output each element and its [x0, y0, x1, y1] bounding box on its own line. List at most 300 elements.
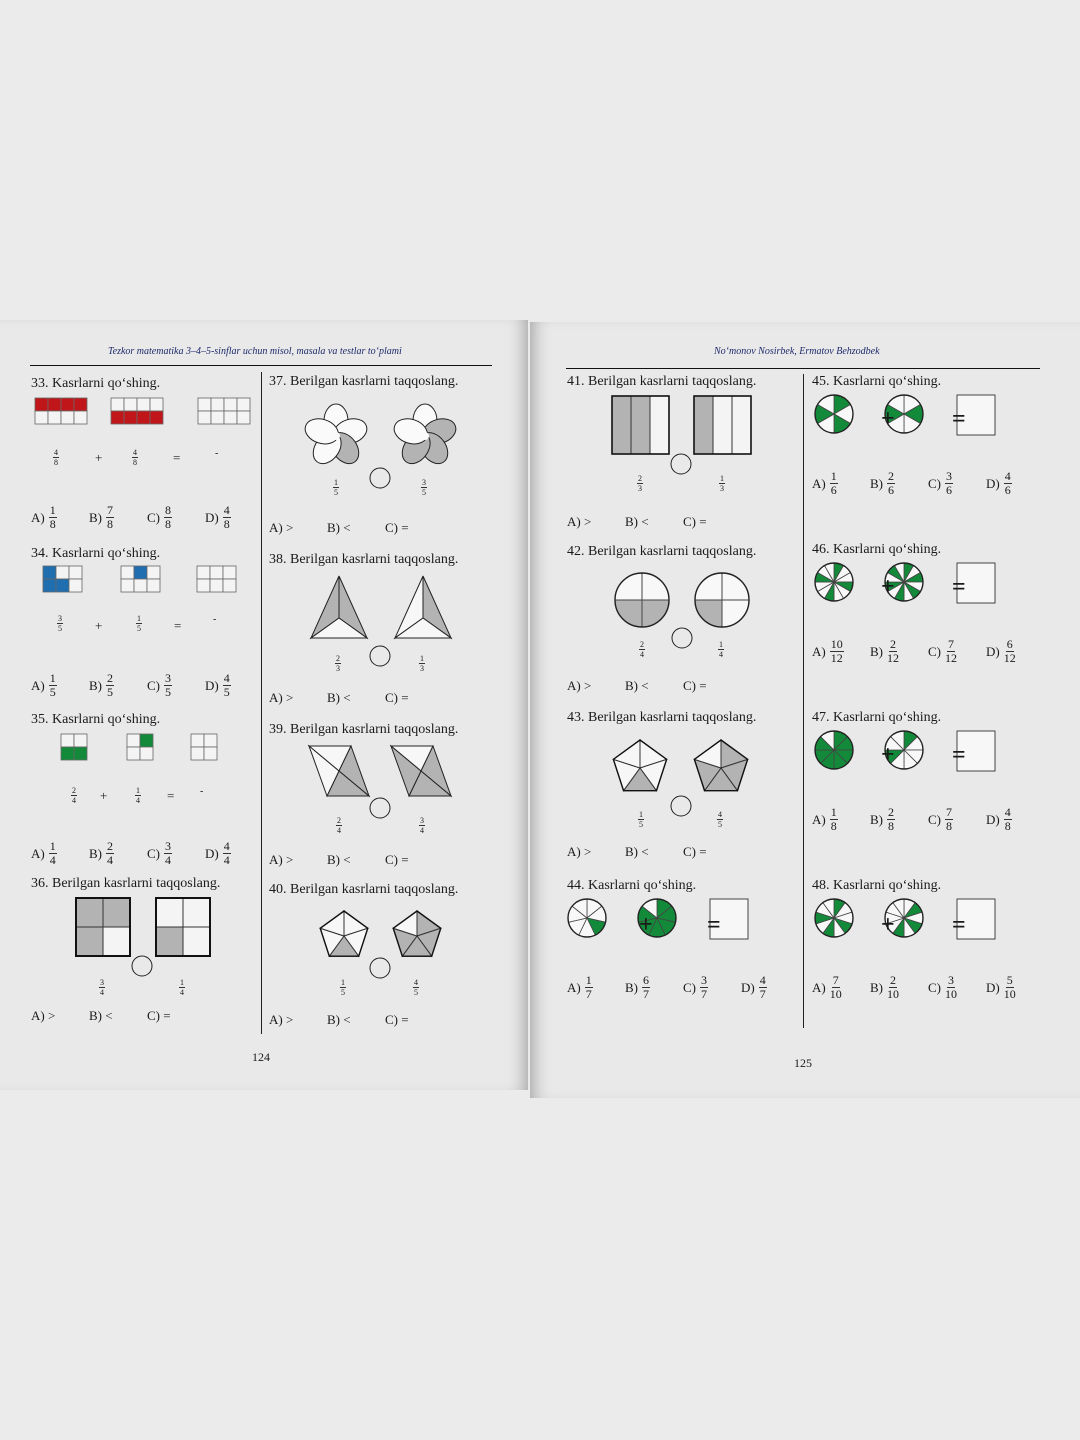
- problem-43: [567, 710, 797, 859]
- option-fraction: $\frac{2}{8}$: [888, 805, 894, 833]
- grid-cell: [237, 398, 250, 411]
- right-page: [530, 322, 1080, 1098]
- grid-cell: [224, 398, 237, 411]
- rect-strip: [650, 396, 669, 454]
- option-fraction: $\frac{2}{5}$: [107, 671, 113, 699]
- flower-center: [421, 432, 429, 440]
- answer-option[interactable]: B) <: [625, 844, 649, 859]
- fraction-label: $\frac{1}{5}$: [334, 478, 338, 497]
- answer-option[interactable]: [205, 840, 231, 867]
- answer-option[interactable]: C) =: [683, 678, 707, 693]
- grid-cell: [211, 398, 224, 411]
- option-letter: D): [205, 845, 219, 861]
- grid-cell: [183, 927, 210, 956]
- fraction-label: $\frac{1}{3}$: [720, 474, 724, 493]
- grid-cell: [56, 579, 69, 592]
- answer-option[interactable]: [812, 638, 844, 665]
- grid-cell: [156, 927, 183, 956]
- grid-cell: [48, 398, 61, 411]
- answer-option[interactable]: [928, 638, 957, 665]
- problem-40-figure: [269, 898, 499, 1008]
- option-fraction: $\frac{4}{8}$: [1004, 805, 1011, 833]
- option-letter: A): [812, 643, 826, 659]
- grid-cell: [76, 927, 103, 956]
- answer-option[interactable]: [928, 974, 957, 1001]
- answer-option[interactable]: A) >: [269, 520, 294, 535]
- answer-blank: -: [215, 448, 219, 459]
- rectangle-figure: [567, 390, 797, 500]
- problem-40: [269, 882, 499, 1027]
- fraction-label: $\frac{2}{4}$: [337, 816, 341, 835]
- answer-option[interactable]: [986, 806, 1012, 833]
- grid-cell: [69, 579, 82, 592]
- grid-cell: [69, 566, 82, 579]
- answer-option[interactable]: A) >: [31, 1008, 56, 1023]
- problem-39: [269, 722, 499, 867]
- problem-title: 38. Berilgan kasrlarni taqqoslang.: [269, 552, 459, 567]
- option-letter: C): [928, 979, 941, 995]
- option-fraction: $\frac{4}{7}$: [759, 973, 766, 1001]
- fraction-label: $\frac{4}{8}$: [54, 448, 58, 467]
- problem-title: 44. Kasrlarni qo‘shing.: [567, 878, 697, 893]
- circle-figure: [567, 560, 797, 670]
- option-letter: D): [986, 811, 1000, 827]
- answer-option[interactable]: [205, 504, 231, 531]
- problem-35-figure: [31, 728, 261, 808]
- option-fraction: $\frac{1}{6}$: [830, 469, 837, 497]
- option-fraction: $\frac{2}{6}$: [888, 469, 894, 497]
- fraction-label: $\frac{4}{5}$: [414, 978, 418, 997]
- problem-title: 45. Kasrlarni qo‘shing.: [812, 374, 942, 389]
- answer-option[interactable]: [683, 974, 708, 1001]
- plus-sign: +: [881, 742, 895, 768]
- equals-sign: =: [952, 574, 966, 600]
- problem-44-figure: [567, 894, 797, 956]
- fraction-label: $\frac{1}{4}$: [719, 640, 723, 659]
- fraction-label: $\frac{4}{8}$: [133, 448, 137, 467]
- grid-cell: [224, 411, 237, 424]
- compare-circle: [370, 798, 390, 818]
- grid-cell: [210, 566, 223, 579]
- answer-option[interactable]: [928, 470, 953, 497]
- answer-option[interactable]: B) <: [327, 852, 351, 867]
- problem-title: 46. Kasrlarni qo‘shing.: [812, 542, 942, 557]
- grid-cell: [74, 398, 87, 411]
- left-header-rule: [30, 365, 492, 366]
- problem-title: 47. Kasrlarni qo‘shing.: [812, 710, 942, 725]
- option-letter: A): [812, 979, 826, 995]
- fraction-label: $\frac{1}{4}$: [136, 786, 140, 805]
- option-letter: D): [986, 643, 1000, 659]
- rect-strip: [713, 396, 732, 454]
- option-letter: A): [31, 845, 45, 861]
- answer-option[interactable]: [89, 504, 114, 531]
- option-letter: D): [986, 979, 1000, 995]
- answer-option[interactable]: [870, 470, 895, 497]
- grid-cell: [197, 579, 210, 592]
- grid-cell: [61, 398, 74, 411]
- equals-sign: =: [167, 788, 175, 803]
- grid-cell: [137, 398, 150, 411]
- plus-sign: +: [881, 406, 895, 432]
- option-letter: D): [741, 979, 755, 995]
- problem-42: [567, 544, 797, 693]
- equals-sign: =: [174, 618, 182, 633]
- problem-44: [567, 878, 797, 1001]
- option-fraction: $\frac{8}{8}$: [165, 503, 171, 531]
- option-letter: B): [89, 509, 102, 525]
- problem-47-figure: [812, 726, 1042, 788]
- grid-cell: [124, 411, 137, 424]
- rect-strip: [612, 396, 631, 454]
- option-letter: C): [147, 677, 160, 693]
- page-number: 124: [252, 1050, 270, 1064]
- answer-option[interactable]: A) >: [567, 844, 592, 859]
- answer-option[interactable]: [986, 974, 1016, 1001]
- problem-35: [31, 712, 261, 867]
- option-fraction: $\frac{2}{12}$: [887, 637, 899, 665]
- option-letter: B): [625, 979, 638, 995]
- option-letter: B): [870, 475, 883, 491]
- compare-circle: [671, 796, 691, 816]
- grid-cell: [204, 747, 217, 760]
- left-column-divider: [261, 372, 262, 1034]
- grid-cell: [76, 898, 103, 927]
- option-fraction: $\frac{1}{5}$: [49, 671, 56, 699]
- compare-circle: [672, 628, 692, 648]
- grid-cell: [43, 579, 56, 592]
- problem-34-figure: [31, 562, 261, 642]
- grid-cell: [127, 734, 140, 747]
- fraction-label: $\frac{3}{5}$: [422, 478, 426, 497]
- answer-option[interactable]: [567, 974, 593, 1001]
- grid-cell: [56, 566, 69, 579]
- plus-sign: +: [95, 450, 103, 465]
- grid-cell: [124, 398, 137, 411]
- answer-option[interactable]: [928, 806, 953, 833]
- grid-cell: [61, 747, 74, 760]
- left-page-header: Tezkor matematika 3–4–5-sinflar uchun misol, masala va testlar to‘plami: [108, 346, 402, 357]
- answer-option[interactable]: A) >: [567, 514, 592, 529]
- fraction-grid-figure: [31, 562, 261, 642]
- problem-36-figure: [31, 892, 261, 997]
- fraction-label: $\frac{2}{4}$: [72, 786, 76, 805]
- grid-cell: [35, 398, 48, 411]
- grid-cell: [140, 747, 153, 760]
- plus-sign: +: [881, 574, 895, 600]
- option-letter: B): [870, 643, 883, 659]
- right-column-divider: [803, 374, 804, 1028]
- fraction-label: $\frac{2}{3}$: [638, 474, 642, 493]
- problem-title: 33. Kasrlarni qo‘shing.: [31, 376, 161, 391]
- option-letter: B): [870, 811, 883, 827]
- pie-sum-figure: [812, 894, 1042, 956]
- problem-46-figure: [812, 558, 1042, 620]
- grid-cell: [198, 411, 211, 424]
- plus-sign: +: [95, 618, 103, 633]
- problem-41: [567, 374, 797, 529]
- problem-37: [269, 374, 499, 535]
- answer-blank: -: [213, 614, 217, 625]
- compare-circle: [370, 958, 390, 978]
- grid-cell: [121, 566, 134, 579]
- option-letter: A): [31, 677, 45, 693]
- page-number: 125: [794, 1056, 812, 1070]
- option-letter: A): [812, 475, 826, 491]
- grid-cell: [61, 411, 74, 424]
- problem-title: 43. Berilgan kasrlarni taqqoslang.: [567, 710, 757, 725]
- answer-option[interactable]: A) >: [269, 852, 294, 867]
- problem-38-figure: [269, 568, 499, 678]
- option-letter: C): [147, 845, 160, 861]
- option-fraction: $\frac{1}{8}$: [49, 503, 56, 531]
- grid-cell: [191, 747, 204, 760]
- option-letter: D): [205, 509, 219, 525]
- grid-cell: [35, 411, 48, 424]
- option-letter: B): [89, 677, 102, 693]
- grid-cell: [150, 398, 163, 411]
- equals-sign: =: [952, 406, 966, 432]
- grid-cell: [191, 734, 204, 747]
- compare-circle: [370, 468, 390, 488]
- grid-cell: [121, 579, 134, 592]
- grid-cell: [197, 566, 210, 579]
- option-fraction: $\frac{3}{5}$: [165, 671, 171, 699]
- fraction-bars-figure: [31, 392, 261, 472]
- grid-cell: [137, 411, 150, 424]
- compare-circle: [671, 454, 691, 474]
- answer-option[interactable]: [812, 974, 842, 1001]
- grid-cell: [211, 411, 224, 424]
- option-letter: A): [812, 811, 826, 827]
- problem-33: [31, 376, 261, 531]
- option-fraction: $\frac{3}{10}$: [945, 973, 957, 1001]
- grid-cell: [74, 734, 87, 747]
- fraction-label: $\frac{1}{5}$: [639, 810, 643, 829]
- equals-sign: =: [952, 742, 966, 768]
- answer-option[interactable]: [812, 806, 838, 833]
- pentagon-figure: [567, 726, 797, 836]
- fraction-label: $\frac{3}{5}$: [58, 614, 62, 633]
- grid-cell: [103, 927, 130, 956]
- answer-option[interactable]: [147, 504, 172, 531]
- option-letter: C): [928, 643, 941, 659]
- problem-title: 34. Kasrlarni qo‘shing.: [31, 546, 161, 561]
- answer-option[interactable]: C) =: [385, 690, 409, 705]
- equals-sign: =: [173, 450, 181, 465]
- rect-strip: [694, 396, 713, 454]
- rect-strip: [732, 396, 751, 454]
- answer-option[interactable]: [870, 974, 899, 1001]
- grid-cell: [43, 566, 56, 579]
- problem-title: 48. Kasrlarni qo‘shing.: [812, 878, 942, 893]
- answer-option[interactable]: C) =: [385, 852, 409, 867]
- problem-37-figure: [269, 390, 499, 500]
- grid-cell: [74, 747, 87, 760]
- fraction-label: $\frac{1}{3}$: [420, 654, 424, 673]
- flower-figure: [269, 390, 499, 500]
- option-letter: C): [683, 979, 696, 995]
- answer-option[interactable]: [812, 470, 838, 497]
- problem-38: [269, 552, 499, 705]
- right-header-rule: [566, 368, 1040, 369]
- answer-option[interactable]: C) =: [683, 844, 707, 859]
- grid-cell: [61, 734, 74, 747]
- option-fraction: $\frac{10}{12}$: [830, 637, 843, 665]
- answer-option[interactable]: B) <: [625, 678, 649, 693]
- problem-41-figure: [567, 390, 797, 500]
- problem-36: [31, 876, 261, 1023]
- grid-cell: [223, 579, 236, 592]
- pie-sum-figure: [812, 726, 1042, 788]
- option-fraction: $\frac{6}{7}$: [643, 973, 649, 1001]
- fraction-label: $\frac{1}{4}$: [180, 978, 184, 997]
- plus-sign: +: [639, 912, 653, 938]
- grid-cell: [204, 734, 217, 747]
- grid-cell: [156, 898, 183, 927]
- option-fraction: $\frac{3}{6}$: [946, 469, 952, 497]
- answer-option[interactable]: B) <: [89, 1008, 113, 1023]
- grid-cell: [198, 398, 211, 411]
- grid-cell: [127, 747, 140, 760]
- grid-cell: [150, 411, 163, 424]
- option-letter: B): [870, 979, 883, 995]
- answer-option[interactable]: B) <: [625, 514, 649, 529]
- problem-title: 41. Berilgan kasrlarni taqqoslang.: [567, 374, 757, 389]
- left-page: [0, 320, 528, 1090]
- answer-option[interactable]: C) =: [683, 514, 707, 529]
- option-letter: B): [89, 845, 102, 861]
- option-fraction: $\frac{4}{6}$: [1004, 469, 1011, 497]
- option-fraction: $\frac{7}{12}$: [945, 637, 957, 665]
- option-fraction: $\frac{4}{8}$: [223, 503, 230, 531]
- grid-cell: [147, 566, 160, 579]
- problem-title: 35. Kasrlarni qo‘shing.: [31, 712, 161, 727]
- fraction-label: $\frac{3}{4}$: [420, 816, 424, 835]
- grid-cell: [147, 579, 160, 592]
- answer-option[interactable]: [89, 840, 114, 867]
- option-fraction: $\frac{7}{8}$: [946, 805, 952, 833]
- grid-cell: [237, 411, 250, 424]
- square-grid-figure: [31, 892, 261, 992]
- problem-title: 42. Berilgan kasrlarni taqqoslang.: [567, 544, 757, 559]
- option-fraction: $\frac{6}{12}$: [1003, 637, 1016, 665]
- fraction-label: $\frac{2}{3}$: [336, 654, 340, 673]
- compare-circle: [370, 646, 390, 666]
- option-letter: D): [205, 677, 219, 693]
- answer-blank: -: [200, 786, 204, 797]
- answer-option[interactable]: A) >: [567, 678, 592, 693]
- answer-option[interactable]: C) =: [385, 1012, 409, 1027]
- problem-43-figure: [567, 726, 797, 836]
- triangle-figure: [269, 568, 499, 678]
- option-fraction: $\frac{7}{8}$: [107, 503, 113, 531]
- problem-45: [812, 374, 1042, 497]
- answer-option[interactable]: B) <: [327, 520, 351, 535]
- parallelogram-figure: [269, 738, 499, 848]
- answer-option[interactable]: [147, 840, 172, 867]
- grid-cell: [74, 411, 87, 424]
- grid-cell: [140, 734, 153, 747]
- fraction-label: $\frac{1}{5}$: [137, 614, 141, 633]
- grid-cell: [210, 579, 223, 592]
- pie-sum-figure: [567, 894, 797, 956]
- answer-option[interactable]: [31, 504, 57, 531]
- option-fraction: $\frac{3}{7}$: [701, 973, 707, 1001]
- pie-sum-figure: [812, 390, 1042, 452]
- answer-option[interactable]: [89, 672, 114, 699]
- pie-sum-figure: [812, 558, 1042, 620]
- answer-option[interactable]: A) >: [269, 690, 294, 705]
- equals-sign: =: [952, 912, 966, 938]
- answer-option[interactable]: [741, 974, 767, 1001]
- problem-title: 37. Berilgan kasrlarni taqqoslang.: [269, 374, 459, 389]
- option-fraction: $\frac{7}{10}$: [829, 973, 842, 1001]
- problem-42-figure: [567, 560, 797, 670]
- problem-48: [812, 878, 1042, 1001]
- grid-cell: [223, 566, 236, 579]
- grid-cell: [134, 579, 147, 592]
- grid-cell: [103, 898, 130, 927]
- answer-option[interactable]: [31, 840, 57, 867]
- option-letter: A): [567, 979, 581, 995]
- plus-sign: +: [881, 912, 895, 938]
- option-fraction: $\frac{5}{10}$: [1003, 973, 1016, 1001]
- problem-46: [812, 542, 1042, 665]
- problem-48-figure: [812, 894, 1042, 956]
- answer-option[interactable]: [986, 470, 1012, 497]
- problem-47: [812, 710, 1042, 833]
- answer-option[interactable]: C) =: [385, 520, 409, 535]
- answer-option[interactable]: C) =: [147, 1008, 171, 1023]
- option-letter: C): [928, 811, 941, 827]
- answer-option[interactable]: [986, 638, 1016, 665]
- answer-option[interactable]: [147, 672, 172, 699]
- right-page-header: No‘monov Nosirbek, Ermatov Behzodbek: [714, 346, 880, 357]
- problem-39-figure: [269, 738, 499, 848]
- grid-cell: [48, 411, 61, 424]
- option-fraction: $\frac{1}{8}$: [830, 805, 837, 833]
- option-fraction: $\frac{2}{10}$: [887, 973, 899, 1001]
- problem-title: 39. Berilgan kasrlarni taqqoslang.: [269, 722, 459, 737]
- grid-cell: [111, 398, 124, 411]
- option-letter: D): [986, 475, 1000, 491]
- compare-circle: [132, 956, 152, 976]
- option-fraction: $\frac{4}{4}$: [223, 839, 230, 867]
- fraction-label: $\frac{2}{4}$: [640, 640, 644, 659]
- option-fraction: $\frac{1}{7}$: [585, 973, 592, 1001]
- answer-option[interactable]: B) <: [327, 1012, 351, 1027]
- option-letter: A): [31, 509, 45, 525]
- problem-34: [31, 546, 261, 699]
- problem-33-figure: [31, 392, 261, 472]
- fraction-label: $\frac{3}{4}$: [100, 978, 104, 997]
- answer-option[interactable]: B) <: [327, 690, 351, 705]
- option-fraction: $\frac{3}{4}$: [165, 839, 171, 867]
- rect-strip: [631, 396, 650, 454]
- answer-option[interactable]: [625, 974, 650, 1001]
- answer-option[interactable]: [870, 806, 895, 833]
- grid-cell: [183, 898, 210, 927]
- problem-45-figure: [812, 390, 1042, 452]
- fraction-label: $\frac{4}{5}$: [718, 810, 722, 829]
- answer-option[interactable]: A) >: [269, 1012, 294, 1027]
- plus-sign: +: [100, 788, 108, 803]
- answer-option[interactable]: [205, 672, 231, 699]
- option-fraction: $\frac{1}{4}$: [49, 839, 56, 867]
- answer-option[interactable]: [31, 672, 57, 699]
- answer-option[interactable]: [870, 638, 899, 665]
